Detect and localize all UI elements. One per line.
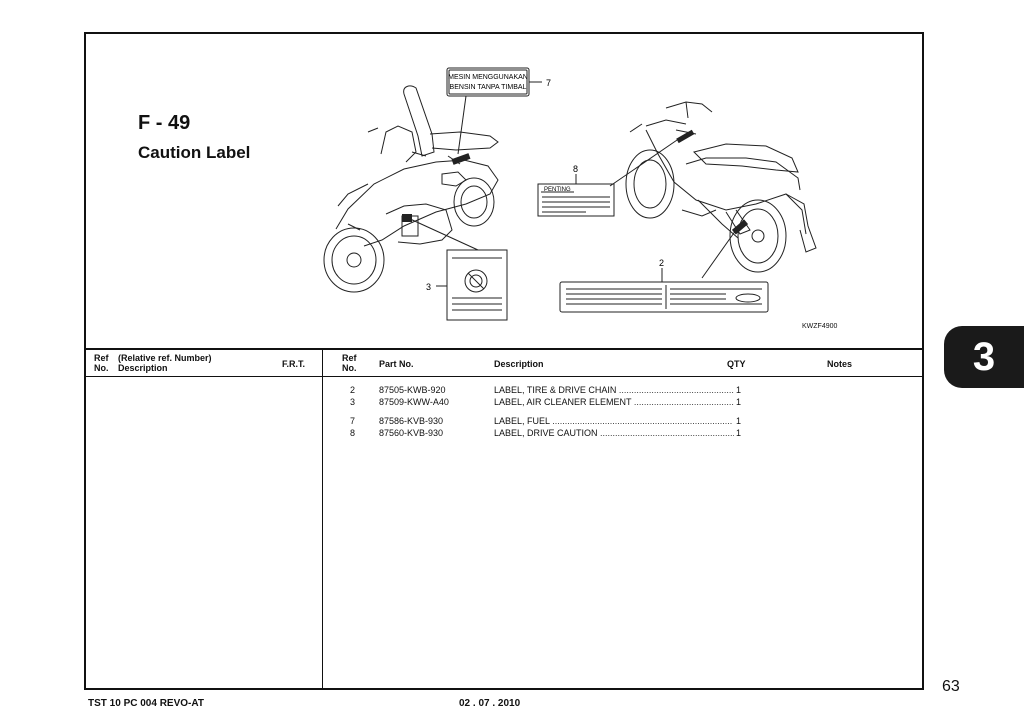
part-number: 87509-KWW-A40: [379, 397, 449, 407]
ref-number: 2: [350, 385, 356, 395]
image-code: KWZF4900: [802, 323, 838, 330]
figure-code: F - 49: [138, 112, 191, 134]
table-row: [86, 415, 922, 427]
figure-title: Caution Label: [138, 143, 251, 162]
ref-number: 8: [350, 428, 356, 438]
part-description: LABEL, AIR CLEANER ELEMENT .....: [494, 396, 734, 408]
part-number: 87586-KVB-930: [379, 416, 444, 426]
fuel-label-drawing: [447, 68, 529, 96]
chapter-tab: [944, 326, 1024, 388]
header-frt: F.R.T.: [282, 359, 306, 369]
parts-illustration: [86, 34, 922, 348]
header-description: Description: [494, 359, 544, 369]
quantity: 1: [736, 397, 742, 407]
fuel-label-line1: MESIN MENGGUNAKAN: [448, 74, 528, 81]
header-ref-left-bottom: No.: [94, 363, 109, 373]
ref-number: 7: [350, 416, 356, 426]
header-relative-ref: (Relative ref. Number): [118, 353, 212, 363]
page-number: 63: [942, 678, 960, 695]
ref-number: 3: [350, 397, 356, 407]
footer-catalog: TST 10 PC 004 REVO-AT: [88, 698, 204, 709]
quantity: 1: [736, 385, 742, 395]
footer-date: 02 . 07 . 2010: [459, 698, 521, 709]
part-number: 87505-KWB-920: [379, 385, 446, 395]
header-description-left: Description: [118, 363, 168, 373]
part-description: LABEL, TIRE & DRIVE CHAIN .....: [494, 384, 734, 396]
callout-8: 8: [573, 164, 579, 174]
table-header: [86, 348, 922, 377]
quantity: 1: [736, 416, 742, 426]
header-ref-right-top: Ref: [342, 353, 357, 363]
header-notes: Notes: [827, 359, 853, 369]
fuel-label-line2: BENSIN TANPA TIMBAL: [449, 84, 527, 91]
scooter-rear-view-drawing: [626, 102, 816, 272]
part-description: LABEL, DRIVE CAUTION .....: [494, 427, 734, 439]
callout-3: 3: [426, 282, 432, 292]
table-row: [86, 427, 922, 439]
table-row: [86, 396, 922, 408]
scooter-front-view-drawing: [324, 86, 498, 292]
part-number: 87560-KVB-930: [379, 428, 444, 438]
callout-2: 2: [659, 258, 665, 268]
callout-7: 7: [546, 78, 552, 88]
page-frame: [84, 32, 924, 690]
header-ref-right-bottom: No.: [342, 363, 357, 373]
drive-caution-heading: PENTING: [544, 187, 571, 193]
diagram-svg: [86, 34, 922, 348]
header-qty: QTY: [727, 359, 746, 369]
quantity: 1: [736, 428, 742, 438]
chapter-number: 3: [972, 335, 996, 379]
header-ref-left-top: Ref: [94, 353, 109, 363]
table-row: [86, 384, 922, 396]
header-part-no: Part No.: [379, 359, 414, 369]
part-description: LABEL, FUEL .....: [494, 415, 734, 427]
